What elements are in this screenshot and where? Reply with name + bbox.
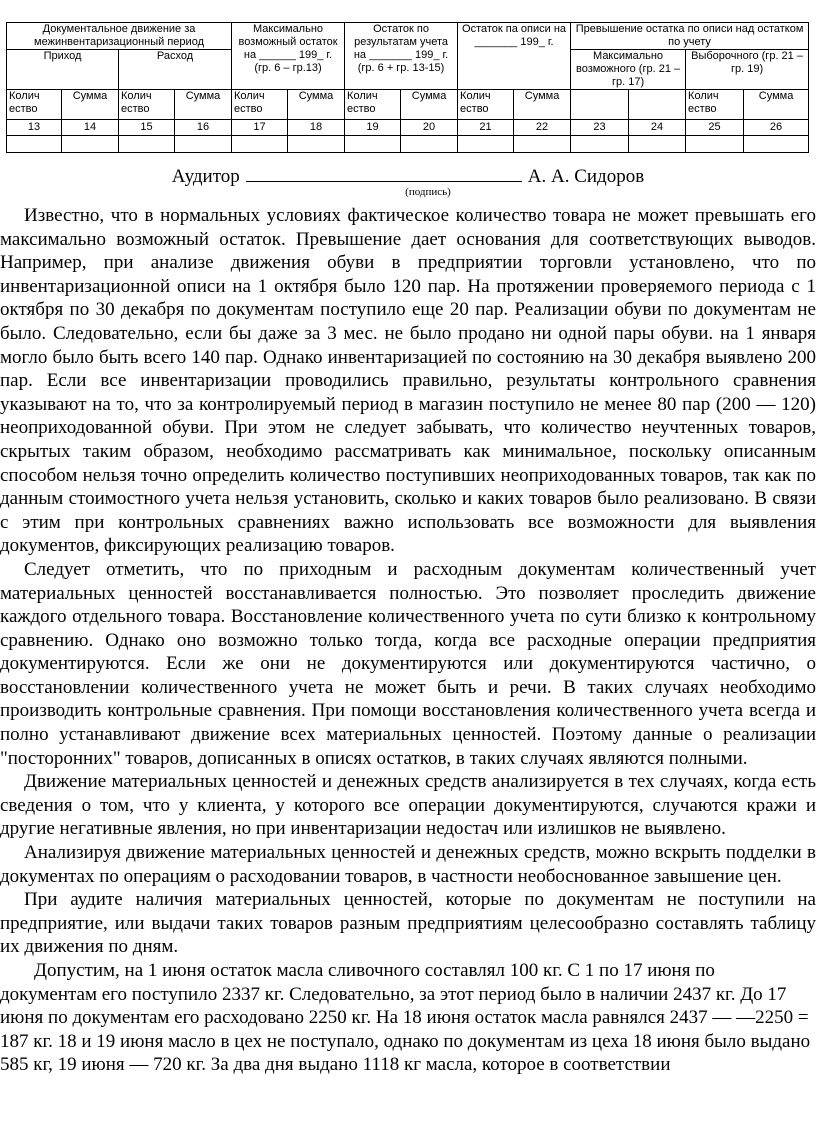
column-number: 21	[458, 120, 514, 136]
table-column-numbers-row	[7, 120, 809, 136]
header-balance-by-records: Остаток по результатам учета на _______ 199_ г. (гр. 6 + гр. 13-15)	[345, 23, 458, 90]
table-cell	[401, 136, 458, 153]
table-cell	[7, 136, 62, 153]
body-text	[0, 204, 816, 1077]
column-number: 14	[62, 120, 119, 136]
column-number: 13	[7, 120, 62, 136]
table-cell	[571, 136, 629, 153]
header-sum: Сумма	[62, 90, 119, 120]
header-empty	[571, 90, 629, 120]
header-qty: Колич ество	[232, 90, 288, 120]
table-cell	[232, 136, 288, 153]
table-cell	[288, 136, 345, 153]
signature-caption: (подпись)	[405, 186, 451, 198]
table-cell	[686, 136, 744, 153]
audit-table	[6, 22, 809, 153]
header-movement: Документальное движение за межинвентаризационный период	[7, 23, 232, 50]
header-income: Приход	[7, 50, 119, 90]
header-sum: Сумма	[288, 90, 345, 120]
table-cell	[119, 136, 175, 153]
table-cell	[514, 136, 571, 153]
header-qty: Колич ество	[345, 90, 401, 120]
paragraph: Допустим, на 1 июня остаток масла сливочного составлял 100 кг. С 1 по 17 июня по документам его поступило 2337 кг. Следовательно, за этот период было в наличии 2437 кг. До 17 июня по документам его расходовано 2250 кг. На 18 июня остаток масла равнялся 2437 — —2250 = 187 кг. 18 и 19 июня масло в цех не поступало, однако по документам из цеха 18 июня было выдано 585 кг, 19 июня — 720 кг. За два дня выдано 1118 кг масла, которое в соответствии	[0, 960, 811, 1076]
header-sum: Сумма	[744, 90, 809, 120]
header-sum: Сумма	[514, 90, 571, 120]
table-cell	[62, 136, 119, 153]
header-sum: Сумма	[175, 90, 232, 120]
header-qty: Колич ество	[686, 90, 744, 120]
column-number: 23	[571, 120, 629, 136]
table-cell	[629, 136, 686, 153]
column-number: 20	[401, 120, 458, 136]
header-excess: Превышение остатка по описи над остатком по учету	[571, 23, 809, 50]
column-number: 26	[744, 120, 809, 136]
table-header-row-1	[7, 23, 809, 50]
header-expense: Расход	[119, 50, 232, 90]
header-qty: Колич ество	[7, 90, 62, 120]
column-number: 19	[345, 120, 401, 136]
header-balance-by-inventory: Остаток па описи на _______ 199_ г.	[458, 23, 571, 90]
header-qty: Колич ество	[119, 90, 175, 120]
auditor-role: Аудитор	[171, 166, 240, 187]
column-number: 24	[629, 120, 686, 136]
header-excess-selective: Выборочного (гр. 21 – гр. 19)	[686, 50, 809, 90]
header-excess-max: Максимально возможного (гр. 21 – гр. 17)	[571, 50, 686, 90]
paragraph: При аудите наличия материальных ценностей, которые по документам не поступили на предприятие, или выдачи таких товаров разным предприятиям целесообразно составлять таблицу их движения по дням.	[0, 889, 816, 958]
table-cell	[458, 136, 514, 153]
header-max-possible: Максимально возможный остаток на ______ 199_ г. (гр. 6 – гр.13)	[232, 23, 345, 90]
table-cell	[175, 136, 232, 153]
paragraph: Движение материальных ценностей и денежных средств анализируется в тех случаях, когда есть сведения о том, что у клиента, у которого все операции документируются, случаются кражи и другие негативные явления, но при инвентаризации недостач или излишков не выявлено.	[0, 771, 816, 840]
header-sum: Сумма	[401, 90, 458, 120]
signature-blank	[246, 163, 522, 182]
column-number: 18	[288, 120, 345, 136]
column-number: 16	[175, 120, 232, 136]
paragraph: Известно, что в нормальных условиях фактическое количество товара не может превышать его максимально возможный остаток. Превышение дает основания для соответствующих выводов. Например, при анализе движения обуви в предприятии торговли установлено, что по инвентаризационной описи на 1 октября было 120 пар. На протяжении проверяемого периода с 1 октября по 30 декабря по документам поступило еще 20 пар. Реализации обуви по документам не было. Следовательно, если бы даже за 3 мес. не было продано ни одной пары обуви. на 1 января могло было быть всего 140 пар. Однако инвентаризацией по состоянию на 30 декабря выявлено 200 пар. Если все инвентаризации проводились правильно, результаты контрольного сравнения указывают на то, что за контролируемый период в магазин поступило не менее 80 пар (200 — 120) неоприходованной обуви. При этом не следует забывать, что количество неучтенных товаров, скрытых таким образом, необходимо рассматривать как минимальное, поскольку описанным способом нельзя точно определить количество поступивших неоприходованных товаров, так как по данным стоимостного учета нельзя установить, сколько и каких товаров было реализовано. В связи с этим при контрольных сравнениях важно использовать все возможности для выявления документов, фиксирующих реализацию товаров.	[0, 205, 816, 557]
paragraph: Анализируя движение материальных ценностей и денежных средств, можно вскрыть подделки в документах по операциям о расходовании товаров, в частности необоснованное завышение цен.	[0, 842, 816, 887]
auditor-name: А. А. Сидоров	[527, 166, 645, 187]
table-empty-row	[7, 136, 809, 153]
table-cell	[345, 136, 401, 153]
table-header-row-3	[7, 90, 809, 120]
paragraph: Следует отметить, что по приходным и расходным документам количественный учет материальных ценностей восстанавливается полностью. Это позволяет проследить движение каждого отдельного товара. Восстановление количественного учета по сути близко к контрольному сравнению. Однако оно возможно только тогда, когда все расходные операции предприятия документируются. Если же они не документируются или документируются частично, о восстановлении количественного учета не может быть и речи. В таких случаях необходимо производить контрольные сравнения. При помощи восстановления количественного учета всегда и полно устанавливают движение всех материальных ценностей. Поэтому данные о реализации "посторонних" товаров, дописанных в описях остатков, в таких случаях являются полными.	[0, 558, 816, 769]
auditor-signature-line	[0, 163, 816, 188]
header-qty: Колич ество	[458, 90, 514, 120]
header-empty	[629, 90, 686, 120]
column-number: 15	[119, 120, 175, 136]
column-number: 22	[514, 120, 571, 136]
column-number: 17	[232, 120, 288, 136]
column-number: 25	[686, 120, 744, 136]
table-cell	[744, 136, 809, 153]
